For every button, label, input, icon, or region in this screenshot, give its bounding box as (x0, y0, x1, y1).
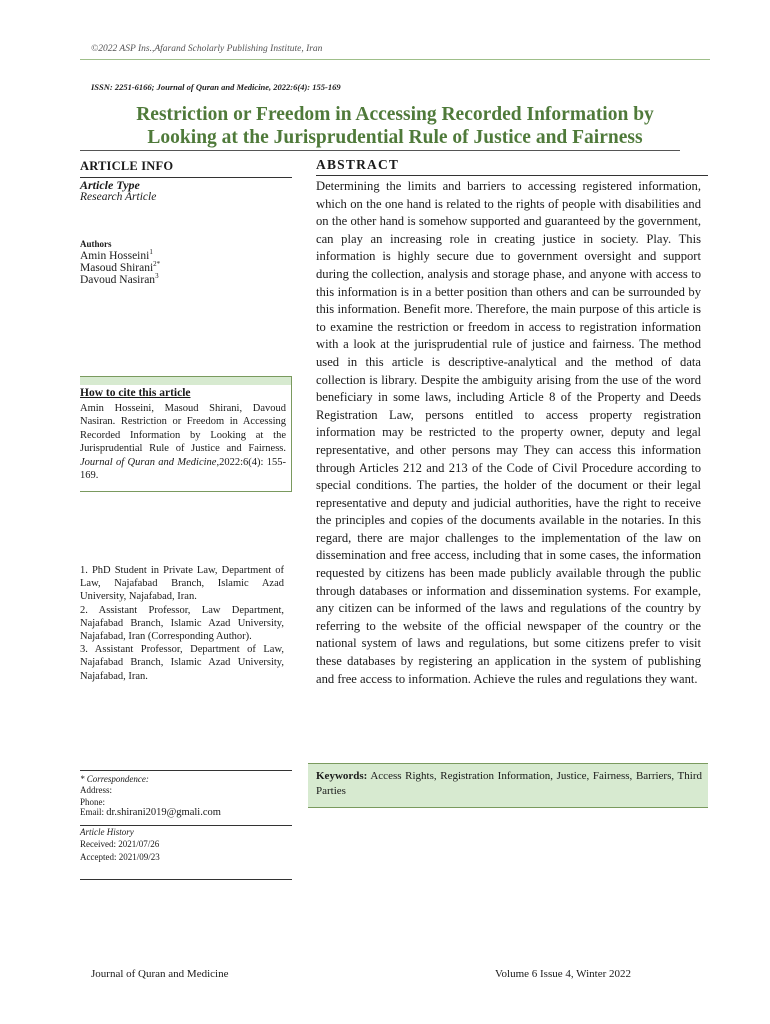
article-info-heading: ARTICLE INFO (80, 159, 174, 173)
received-date: Received: 2021/07/26 (80, 839, 160, 849)
author-name: Amin Hosseini (80, 250, 150, 262)
paper-title (80, 103, 710, 149)
history-divider (80, 825, 292, 826)
author-2 (80, 262, 160, 274)
address-label: Address: (80, 785, 112, 795)
cite-heading: How to cite this article (80, 387, 191, 399)
cite-volume: ,2022:6(4): 155-169. (80, 456, 286, 482)
author-affil-marker: 2* (153, 260, 161, 269)
affiliations (80, 564, 284, 683)
cite-text (80, 402, 286, 482)
accepted-date: Accepted: 2021/09/23 (80, 852, 160, 862)
phone-label: Phone: (80, 797, 106, 807)
email-line (80, 807, 221, 818)
title-line-1: Restriction or Freedom in Accessing Recorded Information by (136, 104, 654, 125)
email-value[interactable]: dr.shirani2019@gmali.com (106, 807, 221, 818)
footer-journal: Journal of Quran and Medicine (91, 968, 229, 980)
affiliation-item: 2. Assistant Professor, Law Department, Najafabad Branch, Islamic Azad University, Najafabad, Iran (Corresponding Author). (80, 604, 284, 643)
affiliation-item: 3. Assistant Professor, Department of Law, Najafabad Branch, Islamic Azad University, Najafabad, Iran. (80, 644, 284, 682)
affiliation-item: 1. PhD Student in Private Law, Department of Law, Najafabad Branch, Islamic Azad University, Najafabad, Iran. (80, 565, 284, 603)
authors-label: Authors (80, 239, 112, 249)
header-divider (80, 59, 710, 60)
footer-volume: Volume 6 Issue 4, Winter 2022 (495, 968, 632, 980)
abstract-heading: ABSTRACT (316, 157, 400, 172)
abstract-text: Determining the limits and barriers to accessing registered information, which on the one hand is related to the rights of people with disabilities and on the other hand is somehow supported and guaranteed by the government, can play an increasing role in creating justice in society. Play. This information is highly secure due to government oversight and support during the collection, analysis and storage phase, and anyone with access to this information is in a better position than others and can be surrounded by this information. Benefit more. Therefore, the main purpose of this article is to examine the restriction or freedom in access to registration information with a look at the jurisprudential rule of justice and fairness. The method used in this article is descriptive-analytical and the method of data collection is library. Despite the ambiguity arising from the use of the word beneficiary in some laws, including Article 8 of the Property and Deeds Registration Law, persons entitled to access property registration information may be restricted to the property owner, deputy and legal representative, and other persons may They can access this information through Articles 212 and 213 of the Code of Civil Procedure according to special conditions. The parties, the holder of the document or their legal representative and deputy and judicial authorities, have the right to receive the principles and copies of the documents available in the notaries. In this regard, there are major challenges to the implementation of the law on dissemination and free access, including that in some cases, the information requested by citizens has been made publicly available through the public through databases or information and dissemination systems. For example, any citizen can be informed of the laws and regulations of the country by referring to the website of the official newspaper of the country or the national system of laws and regulations, but some citizens prefer to visit these databases by registering an application in the system of publishing and free access to information. Achieve the rules and regulations they want. (316, 179, 701, 686)
copyright-line: ©2022 ASP Ins.,Afarand Scholarly Publishing Institute, Iran (91, 44, 323, 54)
author-3 (80, 274, 159, 286)
issn-line: ISSN: 2251-6166; Journal of Quran and Medicine, 2022:6(4): 155-169 (91, 82, 341, 92)
title-divider (80, 150, 680, 151)
history-bottom-divider (80, 879, 292, 880)
author-affil-marker: 1 (149, 248, 153, 257)
keywords-label: Keywords: (316, 770, 368, 782)
correspondence-divider (80, 770, 292, 771)
keywords-list: Access Rights, Registration Information, Justice, Fairness, Barriers, Third Parties (316, 770, 702, 797)
keywords-text (316, 769, 702, 798)
correspondence-label: * Correspondence: (80, 774, 149, 784)
author-affil-marker: 3 (155, 272, 159, 281)
cite-journal: Journal of Quran and Medicine (80, 456, 217, 468)
author-1 (80, 250, 153, 262)
author-name: Masoud Shirani (80, 262, 154, 274)
title-line-2: Looking at the Jurisprudential Rule of Justice and Fairness (147, 127, 643, 148)
cite-authors-title: Amin Hosseini, Masoud Shirani, Davoud Nasiran. Restriction or Freedom in Accessing Recorded Information by Looking at the Jurisprudential Rule of Justice and Fairness. (80, 403, 286, 455)
email-label: Email: (80, 807, 104, 817)
abstract-divider (316, 175, 708, 176)
article-type-value: Research Article (80, 191, 157, 203)
history-label: Article History (80, 827, 134, 837)
article-type-label: Article Type (80, 178, 140, 192)
author-name: Davoud Nasiran (80, 274, 156, 286)
